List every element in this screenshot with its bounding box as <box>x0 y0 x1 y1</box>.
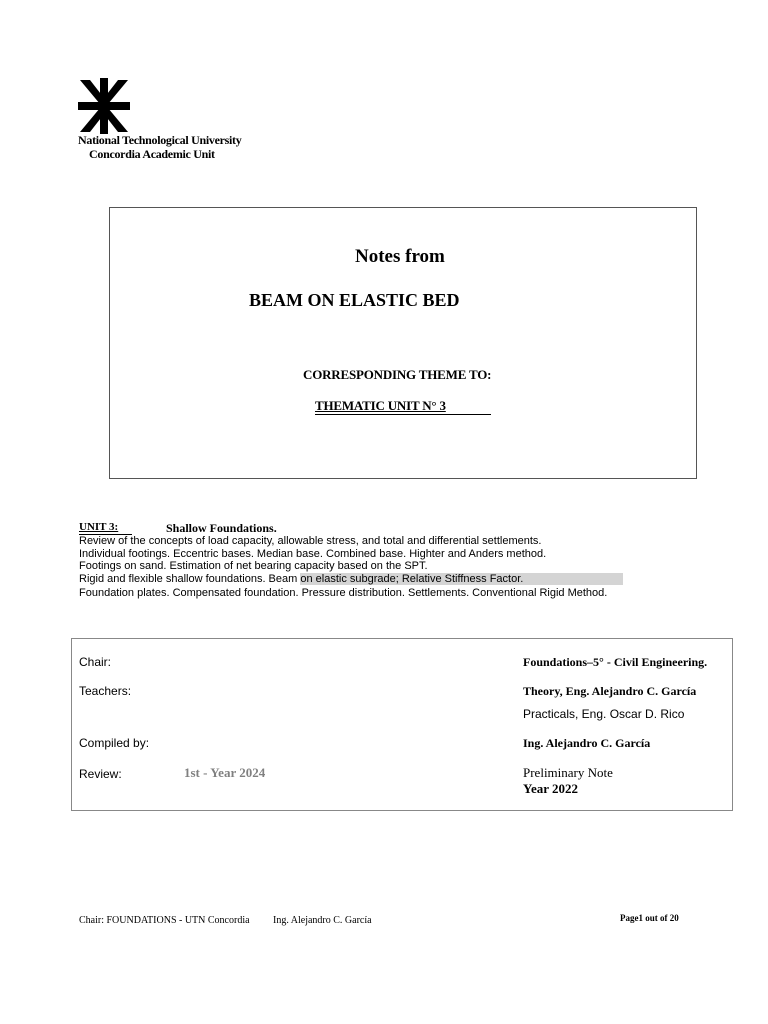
highlighted-text: on elastic subgrade; Relative Stiffness Factor. <box>300 573 623 585</box>
syllabus-line <box>79 573 623 586</box>
teachers-label: Teachers: <box>79 684 132 698</box>
footer-chair: Chair: FOUNDATIONS - UTN Concordia <box>79 915 250 926</box>
unit-label: UNIT 3: <box>79 521 119 533</box>
unit-title: Shallow Foundations. <box>166 521 277 535</box>
syllabus-line: Individual footings. Eccentric bases. Median base. Combined base. Highter and Anders method. <box>79 548 547 560</box>
footer-page-number: Page1 out of 20 <box>620 913 679 923</box>
theory-teacher: Theory, Eng. Alejandro C. García <box>523 684 697 698</box>
course-value: Foundations–5° - Civil Engineering. <box>523 655 708 669</box>
compiled-by-label: Compiled by: <box>79 736 150 750</box>
syllabus-line-text: Rigid and flexible shallow foundations. Beam <box>79 573 301 585</box>
utn-logo <box>78 78 130 134</box>
year-value: Year 2022 <box>523 781 579 796</box>
syllabus-line: Footings on sand. Estimation of net bearing capacity based on the SPT. <box>79 560 428 572</box>
theme-label: CORRESPONDING THEME TO: <box>303 367 492 382</box>
practicals-teacher: Practicals, Eng. Oscar D. Rico <box>523 707 685 721</box>
academic-unit: Concordia Academic Unit <box>89 147 215 161</box>
chair-label: Chair: <box>79 655 112 669</box>
thematic-unit-underline <box>315 414 491 415</box>
preliminary-note: Preliminary Note <box>523 765 613 780</box>
syllabus-line: Review of the concepts of load capacity, allowable stress, and total and differential settlements. <box>79 535 542 547</box>
syllabus-line: Foundation plates. Compensated foundation. Pressure distribution. Settlements. Conventional Rigid Method. <box>79 587 608 599</box>
document-title: BEAM ON ELASTIC BED <box>249 290 460 310</box>
review-label: Review: <box>79 767 122 781</box>
review-value: 1st - Year 2024 <box>184 765 266 780</box>
footer-author: Ing. Alejandro C. García <box>273 915 372 926</box>
compiled-by-value: Ing. Alejandro C. García <box>523 736 651 750</box>
thematic-unit: THEMATIC UNIT N° 3 <box>315 398 446 413</box>
university-name: National Technological University <box>78 133 242 147</box>
notes-from-heading: Notes from <box>355 246 445 267</box>
